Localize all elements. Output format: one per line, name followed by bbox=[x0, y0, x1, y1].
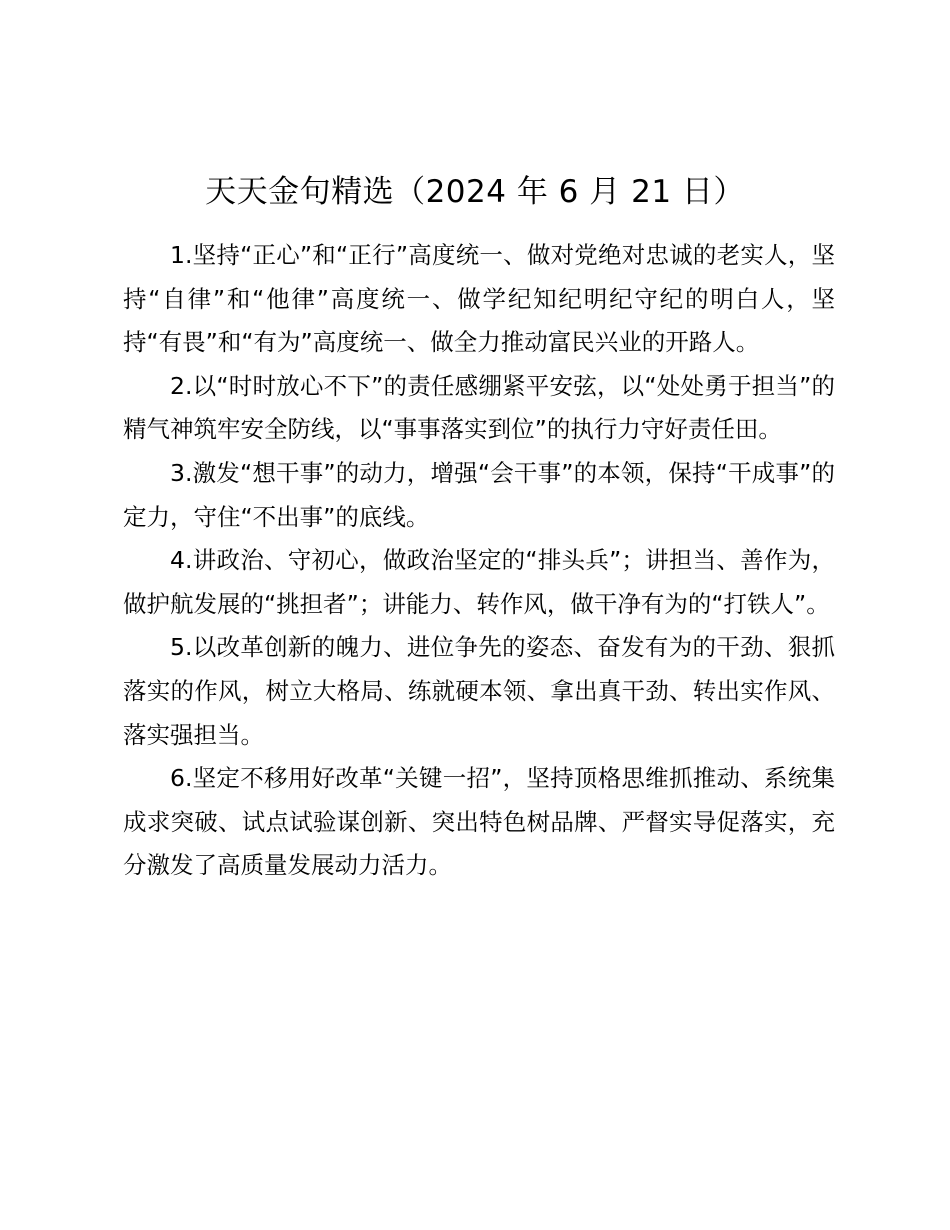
paragraph-3: 3.激发“想干事”的动力，增强“会干事”的本领，保持“干成事”的定力，守住“不出事”的底线。 bbox=[123, 458, 835, 531]
paragraph-5: 5.以改革创新的魄力、进位争先的姿态、奋发有为的干劲、狠抓落实的作风，树立大格局、练就硬本领、拿出真干劲、转出实作风、落实强担当。 bbox=[123, 633, 835, 749]
paragraph-4: 4.讲政治、守初心，做政治坚定的“排头兵”；讲担当、善作为，做护航发展的“挑担者”；讲能力、转作风，做干净有为的“打铁人”。 bbox=[123, 546, 835, 618]
paragraph-1: 1.坚持“正心”和“正行”高度统一、做对党绝对忠诚的老实人，坚持“自律”和“他律”高度统一、做学纪知纪明纪守纪的明白人，坚持“有畏”和“有为”高度统一、做全力推动富民兴业的开路人。 bbox=[123, 241, 835, 357]
paragraph-2: 2.以“时时放心不下”的责任感绷紧平安弦，以“处处勇于担当”的精气神筑牢安全防线，以“事事落实到位”的执行力守好责任田。 bbox=[123, 371, 835, 444]
paragraph-6: 6.坚定不移用好改革“关键一招”，坚持顶格思维抓推动、系统集成求突破、试点试验谋创新、突出特色树品牌、严督实导促落实，充分激发了高质量发展动力活力。 bbox=[123, 764, 835, 880]
document-title: 天天金句精选（2024 年 6 月 21 日） bbox=[205, 174, 745, 210]
document-body bbox=[123, 234, 835, 888]
